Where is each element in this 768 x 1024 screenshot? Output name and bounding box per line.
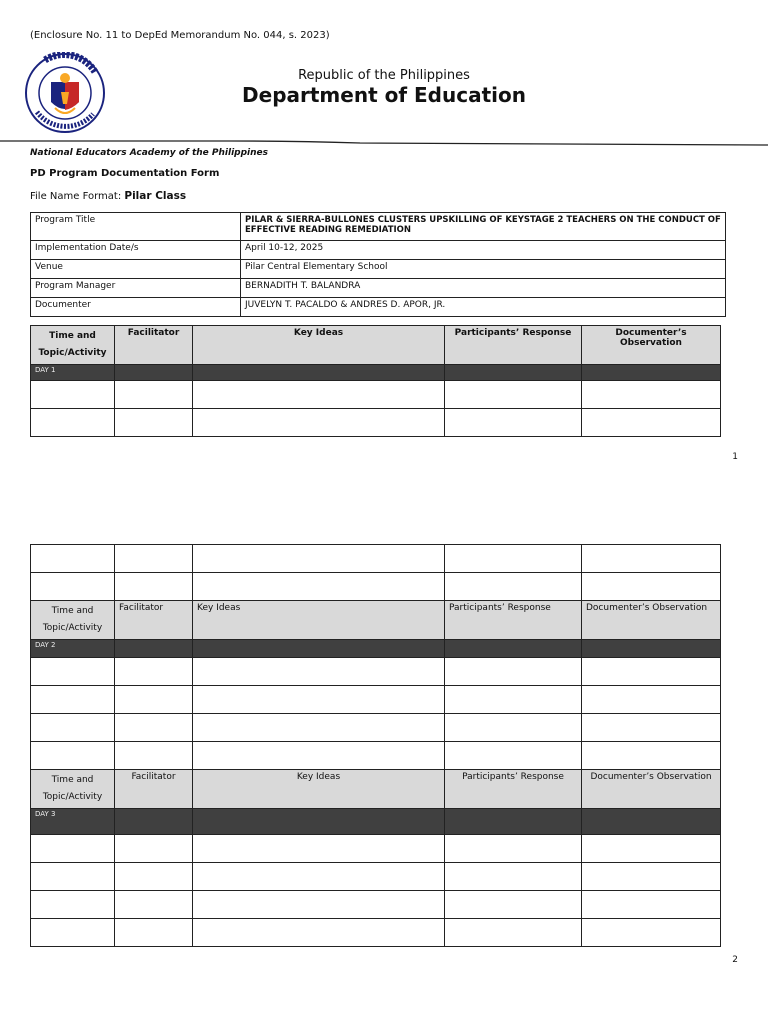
day1-table [30, 325, 721, 437]
program-info-table [30, 212, 726, 317]
table-row [31, 686, 721, 714]
table-row [31, 658, 721, 686]
table-row [31, 381, 721, 409]
info-row-documenter: Documenter JUVELYN T. PACALDO & ANDRES D. APOR, JR. [31, 298, 726, 317]
day-row: DAY 1 [31, 365, 721, 381]
info-row-program-title: Program Title PILAR & SIERRA-BULLONES CLUSTERS UPSKILLING OF KEYSTAGE 2 TEACHERS ON THE CONDUCT OF EFFECTIVE READING REMEDIATION [31, 213, 726, 241]
table-row [31, 573, 721, 601]
page-number: 1 [732, 452, 738, 462]
form-title: PD Program Documentation Form [30, 168, 220, 179]
table-row [31, 545, 721, 573]
republic-heading: Republic of the Philippines [298, 68, 470, 83]
table-row [31, 742, 721, 770]
table-header-row: Time and Topic/Activity Facilitator Key Ideas Participants’ Response Documenter’s Observation [31, 770, 721, 809]
table-row [31, 409, 721, 437]
info-row-venue: Venue Pilar Central Elementary School [31, 260, 726, 279]
info-row-manager: Program Manager BERNADITH T. BALANDRA [31, 279, 726, 298]
table-row [31, 835, 721, 863]
table-row [31, 919, 721, 947]
academy-name: National Educators Academy of the Philippines [30, 148, 268, 158]
table-row [31, 863, 721, 891]
file-name-format: File Name Format: Pilar Class [30, 190, 187, 202]
info-row-dates: Implementation Date/s April 10-12, 2025 [31, 241, 726, 260]
page-number: 2 [732, 955, 738, 965]
enclosure-note: (Enclosure No. 11 to DepEd Memorandum No. 044, s. 2023) [30, 30, 330, 41]
day-row: DAY 3 [31, 809, 721, 835]
day2-day3-table [30, 544, 721, 947]
table-header-row: Time and Topic/Activity Facilitator Key Ideas Participants’ Response Documenter’s Observation [31, 601, 721, 640]
day-row: DAY 2 [31, 640, 721, 658]
table-row [31, 714, 721, 742]
table-header-row: Time and Topic/Activity Facilitator Key Ideas Participants’ Response Documenter’s Observation [31, 326, 721, 365]
table-row [31, 891, 721, 919]
department-heading: Department of Education [242, 83, 526, 107]
header-divider [0, 138, 768, 148]
